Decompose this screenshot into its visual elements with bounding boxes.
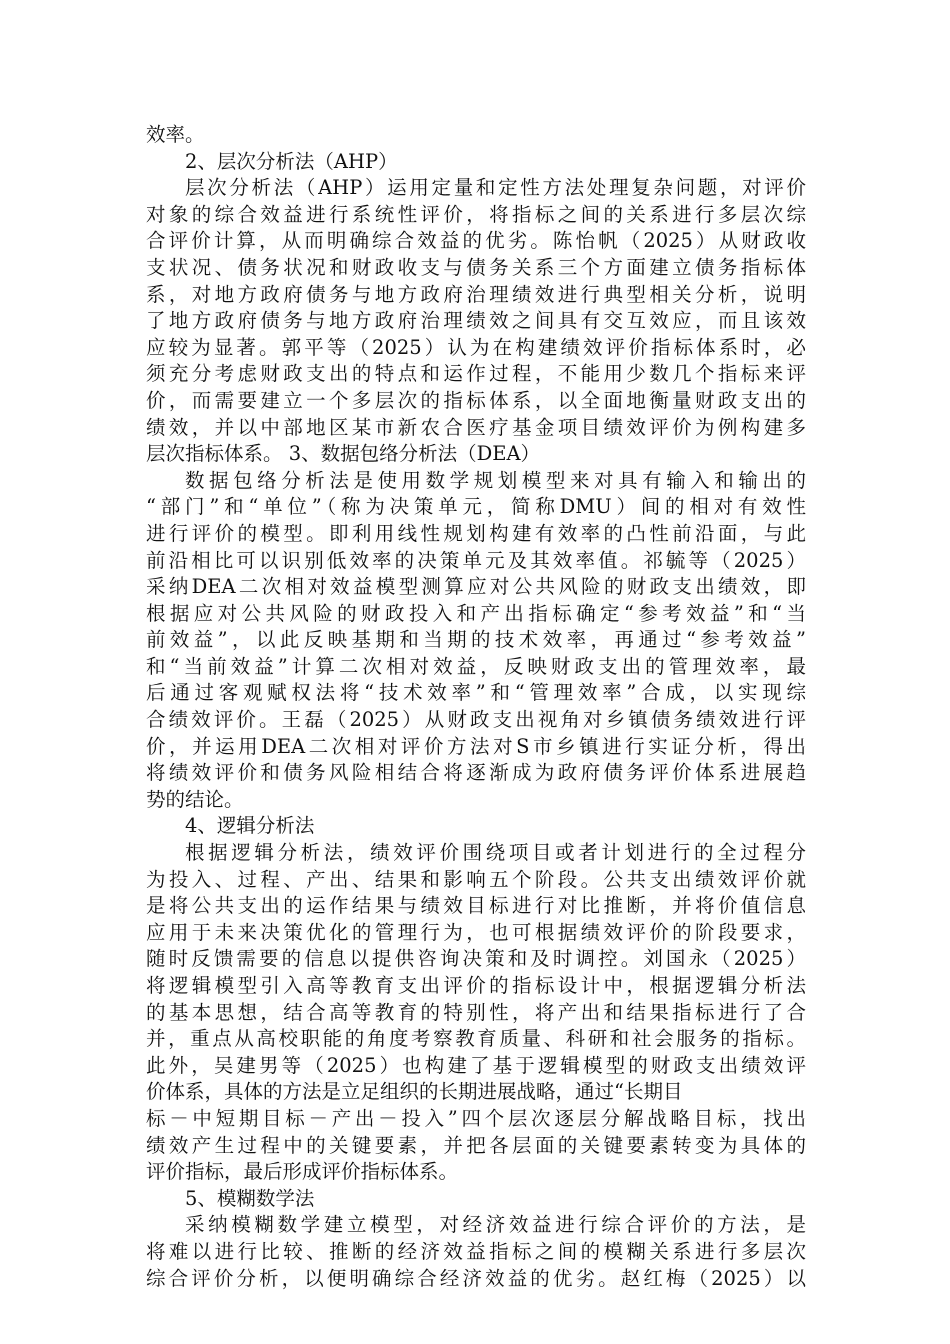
- text-line: 是将公共支出的运作结果与绩效目标进行对比推断，并将价值信息: [146, 894, 806, 918]
- text-line: 前沿相比可以识别低效率的决策单元及其效率值。祁毓等（2025）: [146, 548, 806, 572]
- text-line: 标－中短期目标－产出－投入”四个层次逐层分解战略目标，找出: [146, 1106, 806, 1130]
- text-line: 效率。: [146, 123, 205, 146]
- text-line: 绩效，并以中部地区某市新农合医疗基金项目绩效评价为例构建多: [146, 415, 806, 439]
- text-line: 前效益”，以此反映基期和当期的技术效率，再通过“参考效益”: [146, 628, 806, 652]
- text-line: 评价指标，最后形成评价指标体系。: [146, 1160, 459, 1184]
- text-line: 层次指标体系。 3、数据包络分析法（DEA）: [146, 442, 541, 466]
- text-line: 随时反馈需要的信息以提供咨询决策和及时调控。刘国永（2025）: [146, 947, 806, 971]
- text-line: 将逻辑模型引入高等教育支出评价的指标设计中，根据逻辑分析法: [146, 974, 806, 997]
- text-line: 须充分考虑财政支出的特点和运作过程，不能用少数几个指标来评: [146, 362, 806, 386]
- document-page: [146, 122, 806, 1292]
- text-line: 数据包络分析法是使用数学规划模型来对具有输入和输出的: [185, 468, 806, 492]
- text-line: 应较为显著。郭平等（2025）认为在构建绩效评价指标体系时，必: [146, 335, 806, 359]
- text-line: 系，对地方政府债务与地方政府治理绩效进行典型相关分析，说明: [146, 282, 806, 306]
- text-line: 综合评价分析，以便明确综合经济效益的优劣。赵红梅（2025）以: [146, 1266, 806, 1290]
- text-line: 层次分析法（AHP）运用定量和定性方法处理复杂问题，对评价: [185, 176, 806, 200]
- text-line: 应用于未来决策优化的管理行为，也可根据绩效评价的阶段要求，: [146, 920, 806, 944]
- text-line: 采纳DEA二次相对效益模型测算应对公共风险的财政支出绩效，即: [146, 575, 806, 599]
- text-line: 了地方政府债务与地方政府治理绩效之间具有交互效应，而且该效: [146, 309, 806, 333]
- text-line: 合评价计算，从而明确综合效益的优劣。陈怡帆（2025）从财政收: [146, 229, 806, 253]
- text-line: 为投入、过程、产出、结果和影响五个阶段。公共支出绩效评价就: [146, 867, 806, 891]
- text-line: 势的结论。: [146, 787, 244, 811]
- text-line: 2、层次分析法（AHP）: [185, 149, 398, 173]
- text-line: 将难以进行比较、推断的经济效益指标之间的模糊关系进行多层次: [146, 1239, 806, 1263]
- text-line: 价体系，具体的方法是立足组织的长期进展战略，通过“长期目: [146, 1080, 683, 1104]
- text-line: 后通过客观赋权法将“技术效率”和“管理效率”合成，以实现综: [146, 681, 806, 705]
- text-line: 的基本思想，结合高等教育的特别性，将产出和结果指标进行了合: [146, 1000, 806, 1024]
- text-line: 支状况、债务状况和财政收支与债务关系三个方面建立债务指标体: [146, 255, 806, 279]
- text-line: 价，并运用DEA二次相对评价方法对S市乡镇进行实证分析，得出: [146, 734, 806, 758]
- text-line: 合绩效评价。王磊（2025）从财政支出视角对乡镇债务绩效进行评: [146, 708, 806, 732]
- text-line: 和“当前效益”计算二次相对效益，反映财政支出的管理效率，最: [146, 654, 806, 678]
- text-line: 4、逻辑分析法: [185, 814, 315, 838]
- text-line: 根据应对公共风险的财政投入和产出指标确定“参考效益”和“当: [146, 601, 806, 625]
- text-line: 根据逻辑分析法，绩效评价围绕项目或者计划进行的全过程分: [185, 841, 806, 865]
- text-line: 此外，吴建男等（2025）也构建了基于逻辑模型的财政支出绩效评: [146, 1053, 806, 1077]
- text-line: 采纳模糊数学建立模型，对经济效益进行综合评价的方法，是: [185, 1213, 806, 1237]
- text-line: 对象的综合效益进行系统性评价，将指标之间的关系进行多层次综: [146, 202, 806, 226]
- text-line: 绩效产生过程中的关键要素，并把各层面的关键要素转变为具体的: [146, 1133, 806, 1157]
- text-line: 进行评价的模型。即利用线性规划构建有效率的凸性前沿面，与此: [146, 521, 806, 545]
- text-line: 5、模糊数学法: [185, 1186, 315, 1210]
- text-line: 并，重点从高校职能的角度考察教育质量、科研和社会服务的指标。: [146, 1027, 806, 1051]
- text-line: 将绩效评价和债务风险相结合将逐渐成为政府债务评价体系进展趋: [146, 761, 806, 785]
- text-line: 价，而需要建立一个多层次的指标体系，以全面地衡量财政支出的: [146, 388, 806, 412]
- text-line: “部门”和“单位”（称为决策单元，简称DMU）间的相对有效性: [146, 495, 806, 519]
